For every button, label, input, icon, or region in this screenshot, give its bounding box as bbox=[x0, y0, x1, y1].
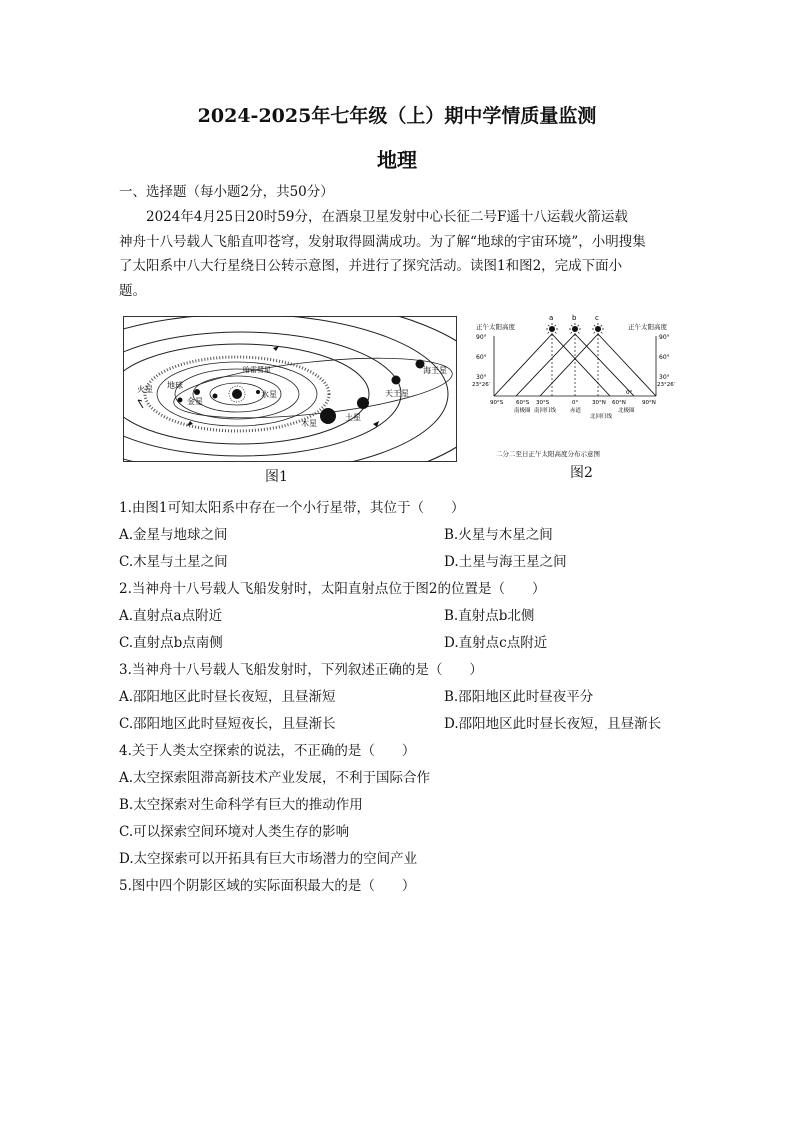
mars-label: 火星 bbox=[137, 385, 153, 394]
sun-c-icon bbox=[592, 323, 604, 335]
y-tick-left: 90° bbox=[476, 334, 487, 341]
mercury-label: 水星 bbox=[261, 390, 277, 399]
sun-label-b: b bbox=[572, 314, 577, 322]
line-label-arctic: 北极圈 bbox=[618, 408, 635, 414]
x-tick: 60°S bbox=[516, 400, 530, 406]
y-tick-right: 30° bbox=[659, 374, 670, 381]
x-tick: 60°N bbox=[612, 400, 626, 406]
question-3-stem: 3.当神舟十八号载人飞船发射时，下列叙述正确的是（ ） bbox=[119, 662, 483, 678]
x-tick: 30°N bbox=[592, 400, 606, 406]
saturn-label: 土星 bbox=[345, 413, 361, 422]
axis-title-right: 正午太阳高度 bbox=[628, 323, 667, 331]
x-tick: 0° bbox=[572, 400, 579, 406]
uranus-label: 天王星 bbox=[385, 389, 409, 398]
x-tick: 30°S bbox=[536, 400, 550, 406]
option-2c[interactable]: C.直射点b点南侧 bbox=[119, 635, 223, 651]
x-tick: 90°N bbox=[642, 400, 656, 406]
figure2-caption: 图2 bbox=[570, 465, 593, 481]
venus-label: 金星 bbox=[187, 397, 203, 406]
earth-label: 地球 bbox=[167, 381, 183, 390]
subject-title: 地理 bbox=[377, 148, 417, 172]
line-label-tropic-capricorn: 南回归线 bbox=[534, 408, 557, 414]
question-2-stem: 2.当神舟十八号载人飞船发射时，太阳直射点位于图2的位置是（ ） bbox=[119, 581, 546, 597]
y-tick-right: 23°26′ bbox=[657, 382, 675, 388]
intro-line: 题。 bbox=[119, 282, 146, 299]
exam-title: 2024-2025年七年级（上）期中学情质量监测 bbox=[197, 105, 597, 127]
question-5-stem: 5.图中四个阴影区域的实际面积最大的是（ ） bbox=[119, 878, 416, 894]
figure2-sun-altitude-diagram bbox=[472, 314, 690, 464]
y-tick-left: 30° bbox=[476, 374, 487, 381]
sun-a-icon bbox=[546, 323, 558, 335]
sun-label-c: c bbox=[595, 314, 599, 322]
option-4d[interactable]: D.太空探索可以开拓具有巨大市场潜力的空间产业 bbox=[119, 851, 418, 867]
zero-label: 0° bbox=[626, 390, 633, 396]
question-4-stem: 4.关于人类太空探索的说法，不正确的是（ ） bbox=[119, 743, 416, 759]
option-3c[interactable]: C.邵阳地区此时昼短夜长，且昼渐长 bbox=[119, 716, 336, 732]
line-label-antarctic: 南极圈 bbox=[514, 408, 531, 414]
option-3d[interactable]: D.邵阳地区此时昼长夜短，且昼渐长 bbox=[444, 716, 662, 732]
intro-line: 神舟十八号载人飞船直叩苍穹，发射取得圆满成功。为了解“地球的宇宙环境”，小明搜集 bbox=[119, 233, 646, 250]
option-2a[interactable]: A.直射点a点附近 bbox=[119, 608, 223, 624]
y-tick-left: 23°26′ bbox=[472, 382, 490, 388]
sun-label-a: a bbox=[549, 314, 554, 322]
intro-paragraph bbox=[119, 205, 679, 303]
option-4b[interactable]: B.太空探索对生命科学有巨大的推动作用 bbox=[119, 797, 363, 813]
x-tick: 90°S bbox=[490, 400, 504, 406]
option-2d[interactable]: D.直射点c点附近 bbox=[444, 635, 548, 651]
section-heading: 一、选择题（每小题2分，共50分） bbox=[119, 184, 334, 200]
comet-label: 哈雷彗星 bbox=[243, 366, 271, 374]
jupiter-label: 木星 bbox=[301, 419, 317, 428]
option-3b[interactable]: B.邵阳地区此时昼夜平分 bbox=[444, 689, 594, 705]
neptune-label: 海王星 bbox=[423, 366, 447, 375]
figure1-caption: 图1 bbox=[265, 469, 288, 485]
intro-line: 了太阳系中八大行星绕日公转示意图，并进行了探究活动。读图1和图2，完成下面小 bbox=[119, 258, 623, 274]
option-2b[interactable]: B.直射点b北侧 bbox=[444, 608, 535, 624]
line-label-tropic-cancer: 北回归线 bbox=[590, 414, 613, 420]
option-1c[interactable]: C.木星与土星之间 bbox=[119, 554, 228, 570]
y-tick-right: 60° bbox=[659, 354, 670, 361]
option-1d[interactable]: D.土星与海王星之间 bbox=[444, 554, 567, 570]
option-3a[interactable]: A.邵阳地区此时昼长夜短，且昼渐短 bbox=[119, 689, 336, 705]
intro-line: 2024年4月25日20时59分，在酒泉卫星发射中心长征二号F遥十八运载火箭运载 bbox=[146, 209, 628, 225]
figure2-subcaption: 二分二至日正午太阳高度分布示意图 bbox=[496, 450, 600, 458]
option-1a[interactable]: A.金星与地球之间 bbox=[119, 527, 228, 543]
y-tick-right: 90° bbox=[659, 334, 670, 341]
option-1b[interactable]: B.火星与木星之间 bbox=[444, 527, 553, 543]
figure1-solar-system-diagram bbox=[123, 316, 457, 462]
line-label-equator: 赤道 bbox=[570, 408, 582, 414]
y-tick-left: 60° bbox=[476, 354, 487, 361]
sun-b-icon bbox=[569, 323, 581, 335]
question-1-stem: 1.由图1可知太阳系中存在一个小行星带，其位于（ ） bbox=[119, 500, 465, 516]
axis-title-left: 正午太阳高度 bbox=[476, 323, 515, 331]
option-4c[interactable]: C.可以探索空间环境对人类生存的影响 bbox=[119, 824, 350, 840]
option-4a[interactable]: A.太空探索阻滞高新技术产业发展，不利于国际合作 bbox=[119, 770, 431, 786]
